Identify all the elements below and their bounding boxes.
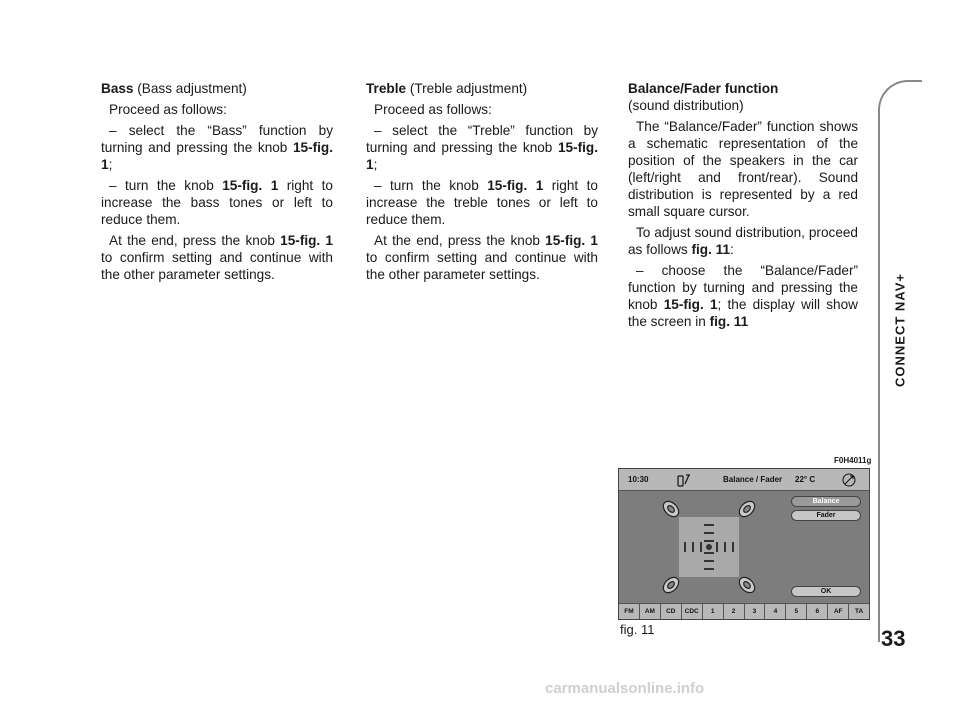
speaker-front-right-icon (736, 498, 757, 519)
ok-button[interactable]: OK (791, 586, 861, 597)
source-button-5[interactable]: 5 (786, 604, 807, 619)
source-button-6[interactable]: 6 (807, 604, 828, 619)
column-treble (366, 80, 598, 287)
treble-p1: Proceed as follows: (374, 102, 492, 117)
source-button-1[interactable]: 1 (703, 604, 724, 619)
source-button-ta[interactable]: TA (855, 608, 864, 615)
page-number: 33 (881, 626, 906, 651)
bass-p2: – select the “Bass” function by turning and pressing the knob 15-fig. 1; (101, 123, 333, 172)
source-button-cdc[interactable]: CDC (682, 604, 703, 619)
chapter-tab-label: CONNECT NAV+ (892, 273, 908, 387)
speaker-rear-right-icon (736, 574, 757, 595)
phone-icon (677, 472, 691, 488)
balance-subheading: (sound distribution) (628, 98, 744, 113)
balance-cursor (706, 544, 712, 550)
treble-p4: At the end, press the knob 15-fig. 1 to confirm setting and continue with the other parameter settings. (366, 233, 598, 282)
treble-heading: Treble (366, 81, 407, 96)
fader-button[interactable]: Fader (791, 510, 861, 521)
speaker-rear-left-icon (660, 574, 681, 595)
balance-p3: – choose the “Balance/Fader” function by turning and pressing the knob 15-fig. 1; the display will show the screen in fig. 11 (628, 263, 858, 329)
figure-code: F0H4011g (834, 456, 872, 465)
source-button-2[interactable]: 2 (724, 604, 745, 619)
bass-p3: – turn the knob 15-fig. 1 right to increase the bass tones or left to reduce them. (101, 178, 333, 227)
balance-button[interactable]: Balance (791, 496, 861, 507)
bass-p1: Proceed as follows: (109, 102, 227, 117)
screen-temperature: 22° C (795, 475, 816, 484)
source-button-am[interactable]: AM (640, 604, 661, 619)
source-button-4[interactable]: 4 (765, 604, 786, 619)
treble-p2: – select the “Treble” function by turning and pressing the knob 15-fig. 1; (366, 123, 598, 172)
source-button-fm[interactable]: FM (619, 604, 640, 619)
balance-p2: To adjust sound distribution, proceed as follows fig. 11: (628, 225, 858, 257)
source-button-af[interactable]: AF (828, 604, 849, 619)
balance-heading: Balance/Fader function (628, 81, 779, 96)
speaker-front-left-icon (660, 498, 681, 519)
bass-heading-note: (Bass adjustment) (137, 81, 247, 96)
column-balance-fader (628, 80, 858, 334)
screen-top-bar (619, 469, 869, 491)
treble-heading-note: (Treble adjustment) (409, 81, 528, 96)
source-button-cd[interactable]: CD (661, 604, 682, 619)
balance-p1: The “Balance/Fader” function shows a schematic representation of the position of the speakers in the car (left/right and front/rear). Sound distribution is represented by a red small square cursor. (628, 119, 858, 219)
balance-fader-screen (618, 468, 870, 620)
column-bass (101, 80, 333, 287)
screen-time: 10:30 (628, 475, 649, 484)
bass-p4: At the end, press the knob 15-fig. 1 to confirm setting and continue with the other parameter settings. (101, 233, 333, 282)
source-button-3[interactable]: 3 (745, 604, 766, 619)
watermark: carmanualsonline.info (545, 680, 705, 697)
antenna-icon (841, 472, 857, 488)
treble-p3: – turn the knob 15-fig. 1 right to increase the treble tones or left to reduce them. (366, 178, 598, 227)
screen-title: Balance / Fader (723, 475, 783, 484)
figure-caption: fig. 11 (620, 622, 655, 637)
speaker-layout (657, 495, 761, 599)
screen-bottom-bar (619, 603, 869, 619)
bass-heading: Bass (101, 81, 134, 96)
